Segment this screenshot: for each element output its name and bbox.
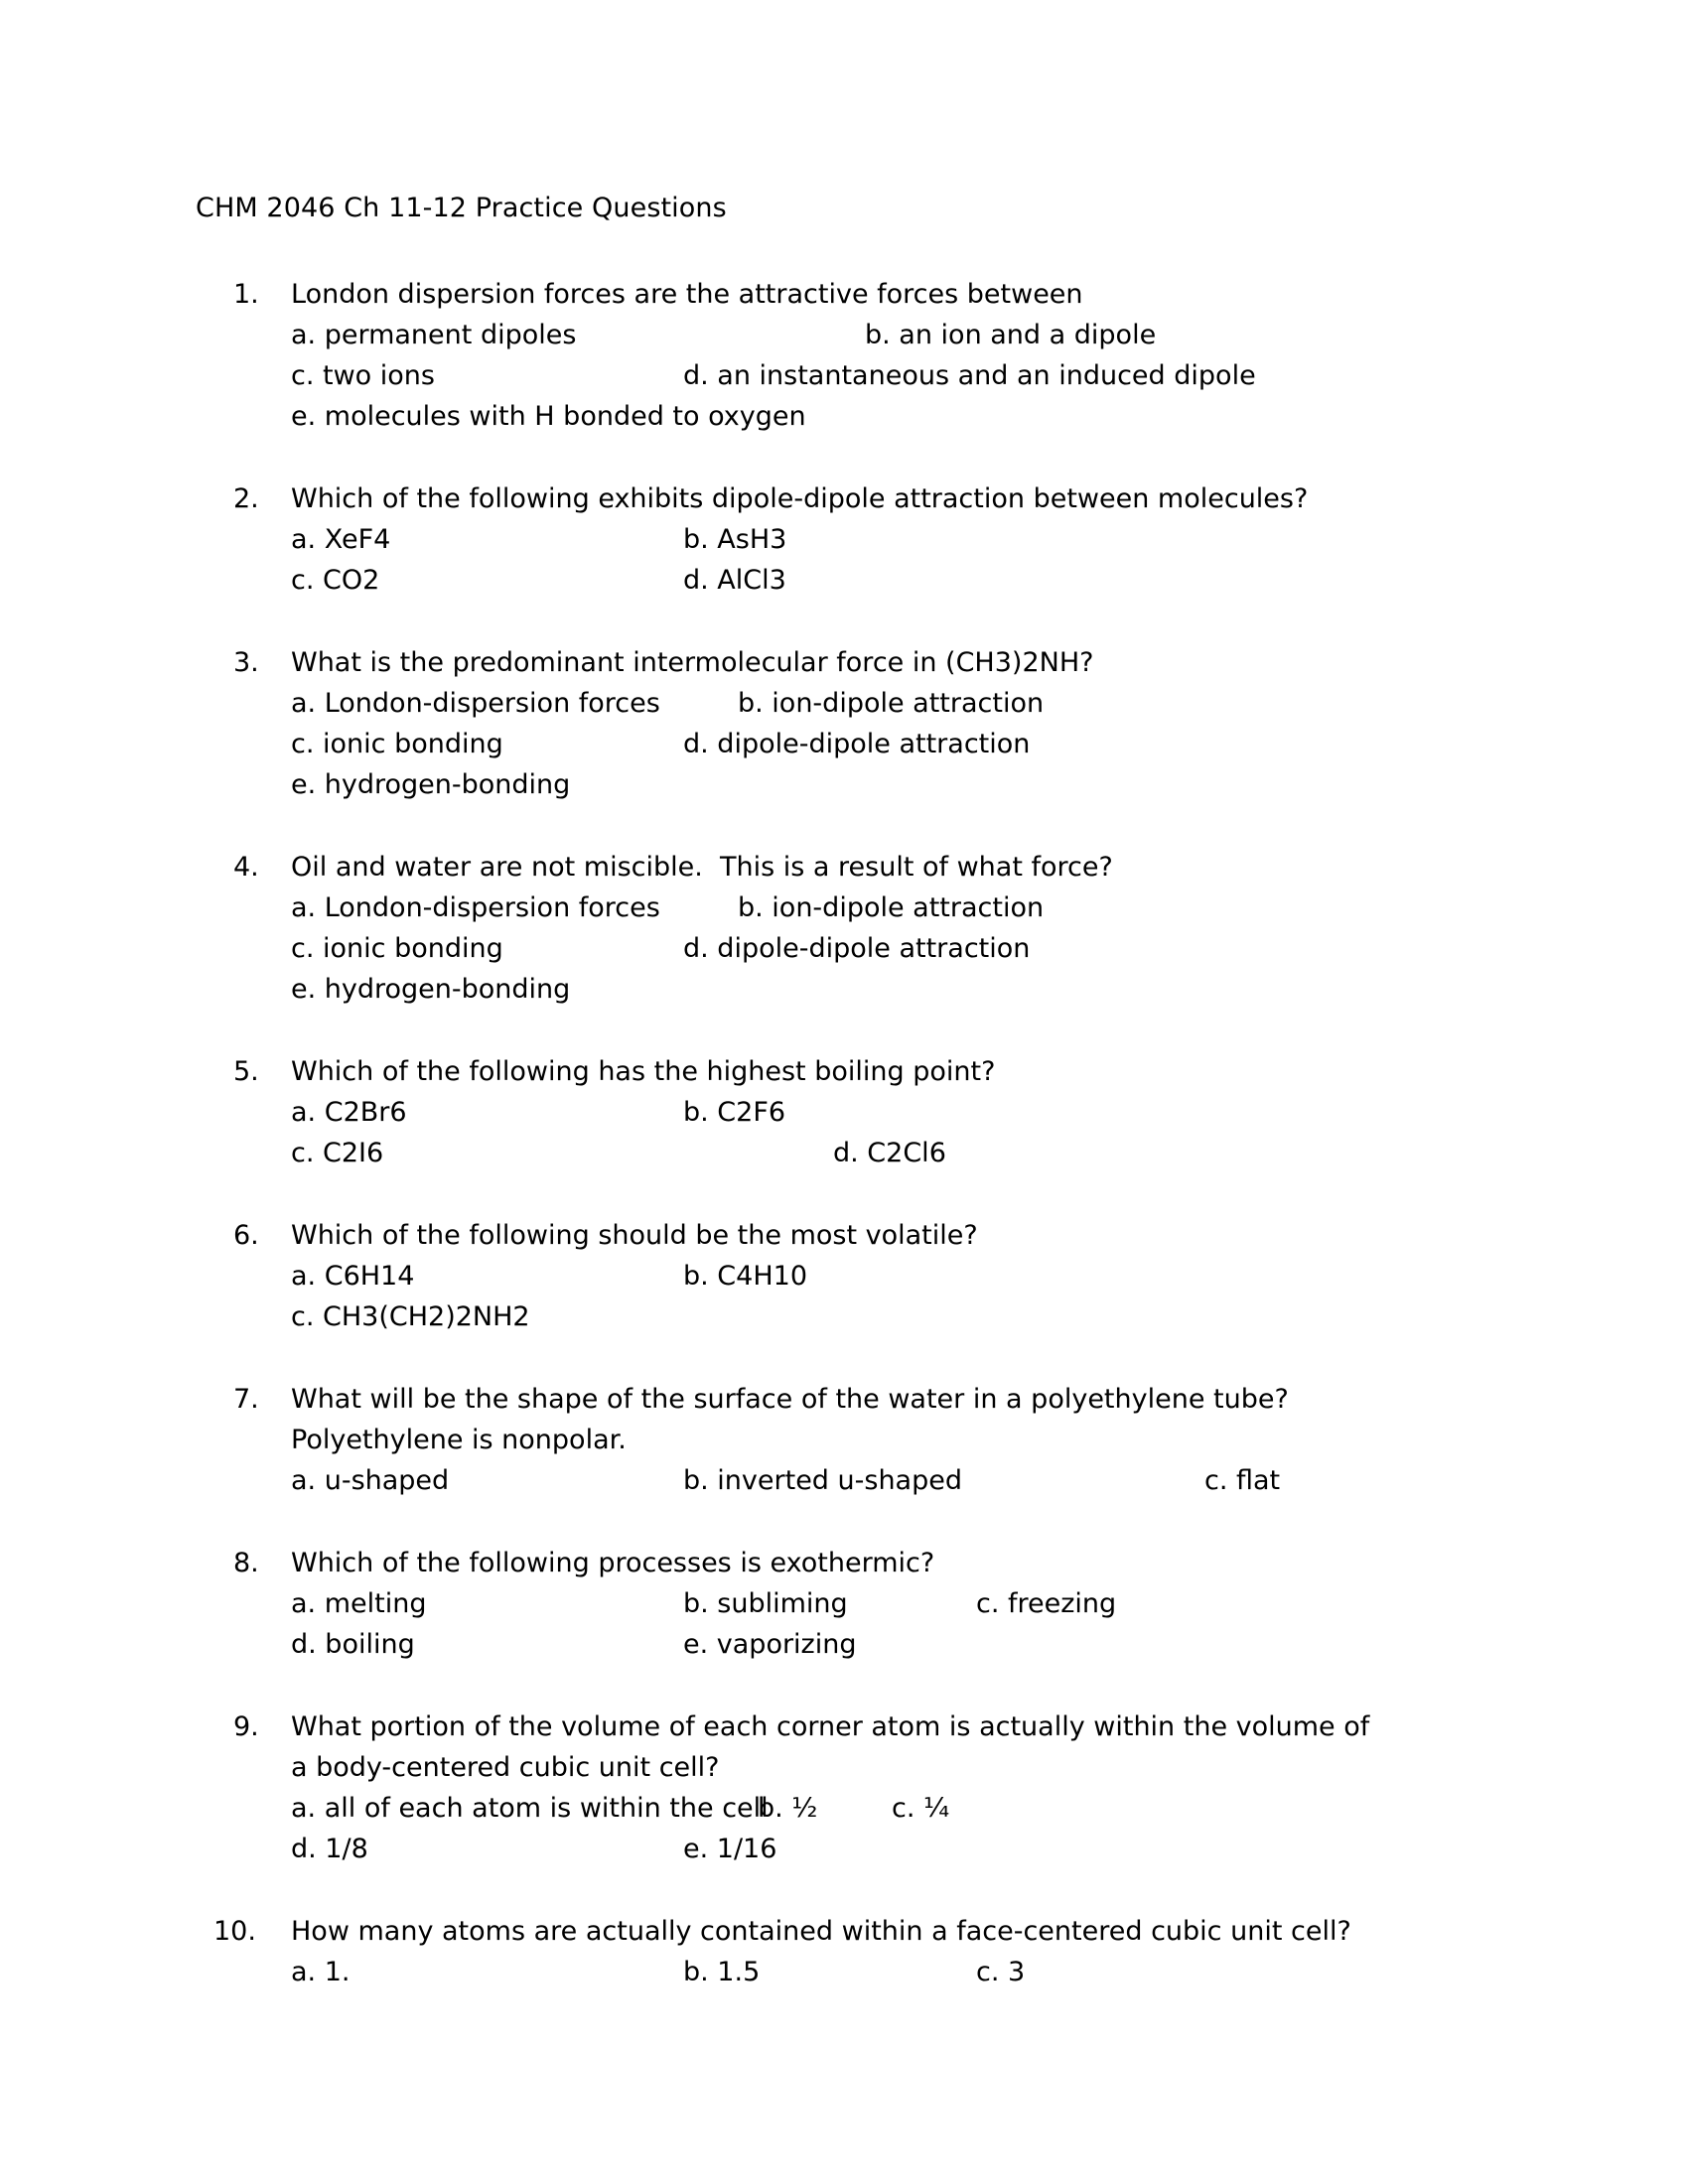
question-number: 7. [233, 1384, 259, 1415]
option-list [291, 887, 1539, 1010]
answer-option[interactable]: b. AsH3 [683, 524, 787, 555]
option-row [291, 764, 1539, 805]
answer-option[interactable]: c. ionic bonding [291, 933, 503, 964]
answer-option[interactable]: d. C2Cl6 [833, 1138, 946, 1168]
question-text-line: Which of the following exhibits dipole-dipole attraction between molecules? [291, 483, 1309, 514]
question-item [196, 274, 1539, 437]
answer-option[interactable]: b. inverted u-shaped [683, 1465, 962, 1496]
option-row [291, 683, 1539, 724]
option-row [291, 928, 1539, 969]
question-number: 4. [233, 852, 259, 883]
option-row [291, 1256, 1539, 1297]
option-row [291, 315, 1539, 355]
question-item [196, 642, 1539, 805]
question-text-line: How many atoms are actually contained within a face-centered cubic unit cell? [291, 1916, 1351, 1947]
question-text-line: Polyethylene is nonpolar. [291, 1425, 627, 1455]
question-text [291, 1051, 1539, 1092]
answer-option[interactable]: d. an instantaneous and an induced dipole [683, 360, 1256, 391]
question-item [196, 1051, 1539, 1173]
question-text [291, 1215, 1539, 1256]
question-text-line: What is the predominant intermolecular force in (CH3)2NH? [291, 647, 1094, 678]
answer-option[interactable]: d. AlCl3 [683, 565, 786, 596]
answer-option[interactable]: b. subliming [683, 1588, 848, 1619]
question-text [291, 1911, 1539, 1952]
option-row [291, 969, 1539, 1010]
answer-option[interactable]: b. C2F6 [683, 1097, 786, 1128]
question-number: 5. [233, 1056, 259, 1087]
answer-option[interactable]: c. two ions [291, 360, 435, 391]
answer-option[interactable]: a. 1. [291, 1957, 351, 1987]
answer-option[interactable]: b. 1.5 [683, 1957, 761, 1987]
question-item [196, 1379, 1539, 1501]
answer-option[interactable]: b. ion-dipole attraction [738, 688, 1045, 719]
answer-option[interactable]: e. vaporizing [683, 1629, 857, 1660]
answer-option[interactable]: d. 1/8 [291, 1834, 368, 1864]
answer-option[interactable]: a. permanent dipoles [291, 320, 577, 350]
question-item [196, 1706, 1539, 1869]
option-list [291, 1583, 1539, 1665]
option-list [291, 315, 1539, 437]
question-text [291, 1543, 1539, 1583]
answer-option[interactable]: c. CO2 [291, 565, 380, 596]
option-row [291, 1788, 1539, 1829]
question-text-line: What portion of the volume of each corner atom is actually within the volume of [291, 1711, 1370, 1742]
answer-option[interactable]: e. 1/16 [683, 1834, 777, 1864]
question-number: 3. [233, 647, 259, 678]
option-row [291, 887, 1539, 928]
answer-option[interactable]: b. ion-dipole attraction [738, 892, 1045, 923]
question-number: 2. [233, 483, 259, 514]
answer-option[interactable]: c. CH3(CH2)2NH2 [291, 1301, 530, 1332]
option-row [291, 1297, 1539, 1337]
answer-option[interactable]: c. freezing [976, 1588, 1117, 1619]
answer-option[interactable]: c. ¼ [892, 1793, 950, 1824]
question-item [196, 1543, 1539, 1665]
answer-option[interactable]: d. boiling [291, 1629, 415, 1660]
question-text [291, 478, 1539, 519]
answer-option[interactable]: a. all of each atom is within the cell [291, 1793, 769, 1824]
answer-option[interactable]: c. flat [1204, 1465, 1281, 1496]
question-item [196, 847, 1539, 1010]
answer-option[interactable]: d. dipole-dipole attraction [683, 933, 1031, 964]
answer-option[interactable]: c. 3 [976, 1957, 1026, 1987]
question-text-line: Which of the following has the highest boiling point? [291, 1056, 996, 1087]
question-text-line: What will be the shape of the surface of the water in a polyethylene tube? [291, 1384, 1289, 1415]
question-text [291, 1706, 1539, 1788]
answer-option[interactable]: a. London-dispersion forces [291, 892, 660, 923]
option-row [291, 724, 1539, 764]
option-list [291, 1092, 1539, 1173]
question-text-line: Oil and water are not miscible. This is a result of what force? [291, 852, 1113, 883]
answer-option[interactable]: a. melting [291, 1588, 427, 1619]
answer-option[interactable]: a. C2Br6 [291, 1097, 407, 1128]
question-number: 1. [233, 279, 259, 310]
answer-option[interactable]: d. dipole-dipole attraction [683, 729, 1031, 759]
question-text [291, 642, 1539, 683]
option-list [291, 519, 1539, 601]
option-row [291, 1133, 1539, 1173]
option-list [291, 1460, 1539, 1501]
option-row [291, 1092, 1539, 1133]
question-item [196, 1215, 1539, 1337]
question-number: 10. [213, 1916, 256, 1947]
question-number: 9. [233, 1711, 259, 1742]
answer-option[interactable]: a. u-shaped [291, 1465, 450, 1496]
question-list [196, 274, 1539, 1992]
option-row [291, 560, 1539, 601]
option-row [291, 519, 1539, 560]
question-text [291, 847, 1539, 887]
answer-option[interactable]: e. hydrogen-bonding [291, 769, 571, 800]
option-list [291, 683, 1539, 805]
page-title: CHM 2046 Ch 11-12 Practice Questions [196, 193, 727, 223]
option-row [291, 1460, 1539, 1501]
question-text [291, 274, 1539, 315]
answer-option[interactable]: a. XeF4 [291, 524, 391, 555]
question-text-line: Which of the following processes is exothermic? [291, 1548, 935, 1578]
option-row [291, 1583, 1539, 1624]
answer-option[interactable]: e. molecules with H bonded to oxygen [291, 401, 806, 432]
question-item [196, 1911, 1539, 1992]
option-row [291, 1829, 1539, 1869]
answer-option[interactable]: c. ionic bonding [291, 729, 503, 759]
question-text-line: a body-centered cubic unit cell? [291, 1752, 720, 1783]
option-list [291, 1788, 1539, 1869]
question-text-line: London dispersion forces are the attractive forces between [291, 279, 1083, 310]
question-number: 6. [233, 1220, 259, 1251]
option-row [291, 355, 1539, 396]
answer-option[interactable]: e. hydrogen-bonding [291, 974, 571, 1005]
answer-option[interactable]: b. C4H10 [683, 1261, 807, 1292]
question-item [196, 478, 1539, 601]
option-row [291, 1624, 1539, 1665]
option-row [291, 1952, 1539, 1992]
option-list [291, 1256, 1539, 1337]
answer-option[interactable]: b. ½ [758, 1793, 818, 1824]
answer-option[interactable]: a. C6H14 [291, 1261, 415, 1292]
answer-option[interactable]: b. an ion and a dipole [865, 320, 1157, 350]
answer-option[interactable]: c. C2I6 [291, 1138, 384, 1168]
option-list [291, 1952, 1539, 1992]
answer-option[interactable]: a. London-dispersion forces [291, 688, 660, 719]
question-text-line: Which of the following should be the most volatile? [291, 1220, 978, 1251]
question-number: 8. [233, 1548, 259, 1578]
option-row [291, 396, 1539, 437]
question-text [291, 1379, 1539, 1460]
